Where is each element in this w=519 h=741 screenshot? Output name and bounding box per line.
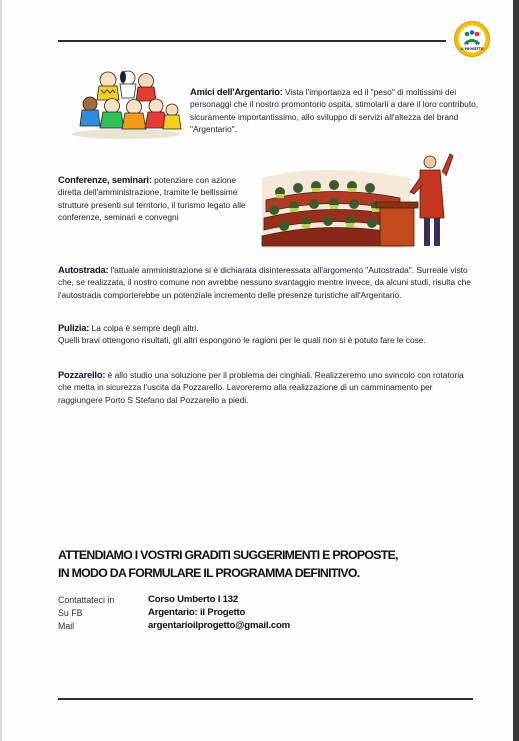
- section-pozzarello: [58, 369, 474, 406]
- contact-facebook-page: Argentario: il Progetto: [148, 607, 246, 618]
- section-autostrada-text: l'attuale amministrazione si è dichiarata disinteressata all'argomento "Autostrada". Surreale visto che, se realizzata, il nostro comune non avrebbe nessuno svantaggio mentre invece, da alcuni studi, risulta che l'autostrada comporterebbe un potenziale incremento delle presenze turistiche all'Argentario.: [58, 265, 471, 300]
- section-pozzarello-text: è allo studio una soluzione per il problema dei cinghiali. Realizzeremo uno svincolo con rotatoria che metta in sicurezza l'uscita da Pozzarello. Lavoreremo alla realizzazione di un camminamento per raggiungere Porto S Stefano dal Pozzarello a piedi.: [58, 370, 464, 405]
- section-amici-argentario-text: Vista l'importanza ed il "peso" di moltissimi dei personaggi che il nostro promontorio ospita, stimolarli a dare il loro contributo, sicuramente importantissimo, allo sviluppo di servizi all'altezza del brand "Argentario".: [190, 87, 479, 134]
- contact-row-mail: [58, 619, 478, 632]
- contact-label: Mail: [58, 620, 75, 631]
- section-pulizia-text: La colpa è sempre degli altri.: [89, 323, 199, 333]
- logo-text: IL PROGETTO: [460, 47, 484, 51]
- section-amici-argentario: [190, 86, 480, 135]
- cta-line-1: ATTENDIAMO I VOSTRI GRADITI SUGGERIMENTI E PROPOSTE,: [58, 548, 398, 562]
- section-autostrada-title: Autostrada:: [58, 264, 109, 275]
- section-autostrada: [58, 264, 474, 301]
- contact-label: Su FB: [58, 607, 83, 618]
- section-pozzarello-title: Pozzarello:: [58, 369, 106, 380]
- section-pulizia-text-line2: Quelli bravi ottengono risultati, gli altri espongono le ragioni per le quali non si è potuto fare le cose.: [58, 335, 426, 346]
- contact-email: argentarioilprogetto@gmail.com: [148, 620, 290, 631]
- section-pulizia-title: Pulizia:: [58, 322, 90, 333]
- peanuts-characters-group-illustration: [68, 66, 184, 140]
- section-pulizia: [58, 322, 474, 347]
- contact-row-address: [58, 593, 478, 606]
- section-conferenze-seminari-title: Conferenze, seminari:: [58, 174, 152, 185]
- contact-row-facebook: [58, 606, 478, 619]
- scan-edge-left: [0, 0, 2, 741]
- section-conferenze-seminari: [58, 174, 248, 223]
- section-amici-argentario-title: Amici dell'Argentario:: [190, 86, 283, 97]
- section-conferenze-seminari-text: potenziare con azione diretta dell'amministrazione, tramite le bellissime strutture presenti sul territorio, il turismo legato alle conferenze, seminari e convegni: [58, 175, 246, 222]
- contact-label: Contattateci in: [58, 594, 115, 605]
- call-to-action-heading: [58, 546, 498, 582]
- contact-block: [58, 593, 478, 632]
- cta-line-2: IN MODO DA FORMULARE IL PROGRAMMA DEFINITIVO.: [58, 566, 360, 580]
- scan-edge-right: [513, 0, 519, 741]
- contact-address: Corso Umberto I 132: [148, 594, 239, 605]
- bottom-divider: [58, 698, 473, 700]
- top-divider: [58, 40, 446, 42]
- argentario-il-progetto-logo-icon: [453, 20, 491, 58]
- conference-speaker-audience-illustration: [260, 148, 456, 248]
